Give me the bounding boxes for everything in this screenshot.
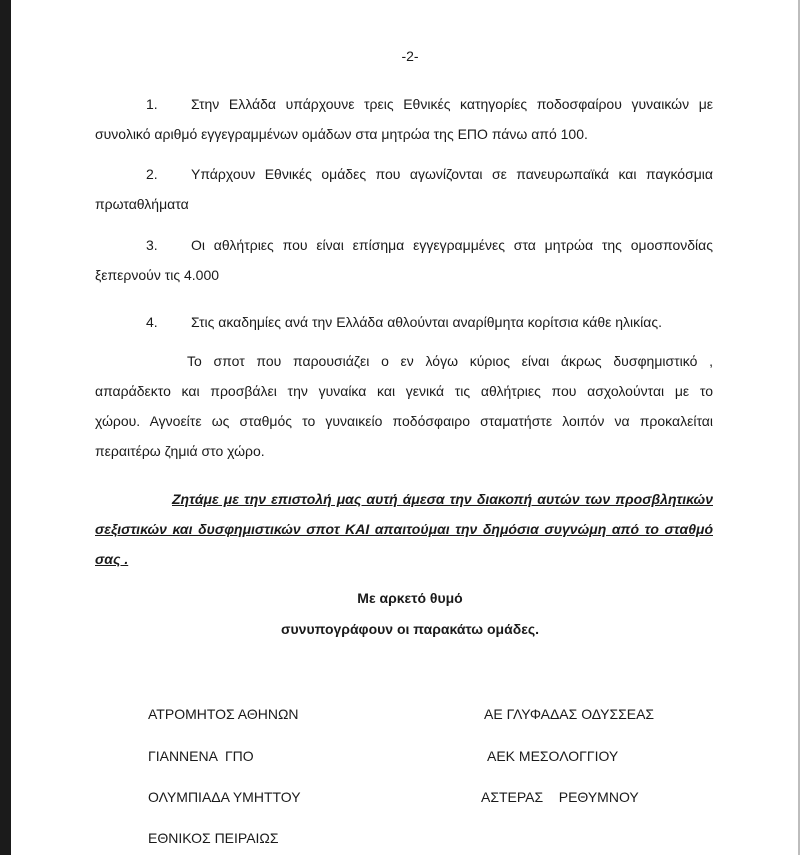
page-number: -2- xyxy=(401,48,419,64)
demand-line: Ζητάμε με την επιστολή μας αυτή άμεσα την διακοπή αυτών των προσβλητικών xyxy=(172,491,713,507)
paragraph-line: Το σποτ που παρουσιάζει ο εν λόγω κύριος είναι άκρως δυσφημιστικό , xyxy=(187,353,713,369)
list-item-number: 2. xyxy=(146,166,158,182)
list-item-3 xyxy=(95,230,713,290)
body-paragraph xyxy=(95,346,713,466)
signatory-team: ΕΘΝΙΚΟΣ ΠΕΙΡΑΙΩΣ xyxy=(148,830,279,846)
list-item-text-line2: συνολικό αριθμό εγγεγραμμένων ομάδων στα μητρώα της ΕΠΟ πάνω από 100. xyxy=(95,126,588,142)
paragraph-line: περαιτέρω ζημιά στο χώρο. xyxy=(95,443,265,459)
signatory-team: ΟΛΥΜΠΙΑΔΑ ΥΜΗΤΤΟΥ xyxy=(148,789,301,805)
list-item-text-line2: πρωταθλήματα xyxy=(95,196,189,212)
list-item-text-line1: Υπάρχουν Εθνικές ομάδες που αγωνίζονται σε πανευρωπαϊκά και παγκόσμια xyxy=(191,166,713,182)
signatory-team: ΑΕΚ ΜΕΣΟΛΟΓΓΙΟΥ xyxy=(487,748,619,764)
list-item-text-line1: Στις ακαδημίες ανά την Ελλάδα αθλούνται αναρίθμητα κορίτσια κάθε ηλικίας. xyxy=(191,314,663,330)
list-item-1 xyxy=(95,89,713,149)
demand-line: σας . xyxy=(95,551,129,567)
demand-line: σεξιστικών και δυσφημιστικών σποτ ΚΑΙ απαιτούμαι την δημόσια συγνώμη από το σταθμό xyxy=(95,521,713,537)
list-item-2 xyxy=(95,159,713,219)
list-item-text-line2: ξεπερνούν τις 4.000 xyxy=(95,267,220,283)
signatory-team: ΑΣΤΕΡΑΣ ΡΕΘΥΜΝΟΥ xyxy=(481,789,639,805)
closing-line-1: Με αρκετό θυμό xyxy=(357,590,463,606)
list-item-text-line1: Στην Ελλάδα υπάρχουνε τρεις Εθνικές κατηγορίες ποδοσφαίρου γυναικών με xyxy=(191,96,713,112)
signatory-team: ΑΕ ΓΛΥΦΑΔΑΣ ΟΔΥΣΣΕΑΣ xyxy=(484,706,655,722)
list-item-text-line1: Οι αθλήτριες που είναι επίσημα εγγεγραμμένες στα μητρώα της ομοσπονδίας xyxy=(191,237,713,253)
paragraph-line: χώρου. Αγνοείτε ως σταθμός το γυναικείο ποδόσφαιρο σταματήστε λοιπόν να προκαλείται xyxy=(95,413,713,429)
closing-line-2: συνυπογράφουν οι παρακάτω ομάδες. xyxy=(280,621,540,637)
demand-paragraph xyxy=(95,484,713,574)
signatory-team: ΑΤΡΟΜΗΤΟΣ ΑΘΗΝΩΝ xyxy=(148,706,299,722)
list-item-number: 1. xyxy=(146,96,158,112)
paragraph-line: απαράδεκτο και προσβάλει την γυναίκα και γενικά τις αθλήτριες που ασχολούνται με το xyxy=(95,383,713,399)
list-item-4 xyxy=(95,307,713,337)
list-item-number: 3. xyxy=(146,237,158,253)
signatory-team: ΓΙΑΝΝΕΝΑ ΓΠΟ xyxy=(148,748,254,764)
list-item-number: 4. xyxy=(146,314,158,330)
